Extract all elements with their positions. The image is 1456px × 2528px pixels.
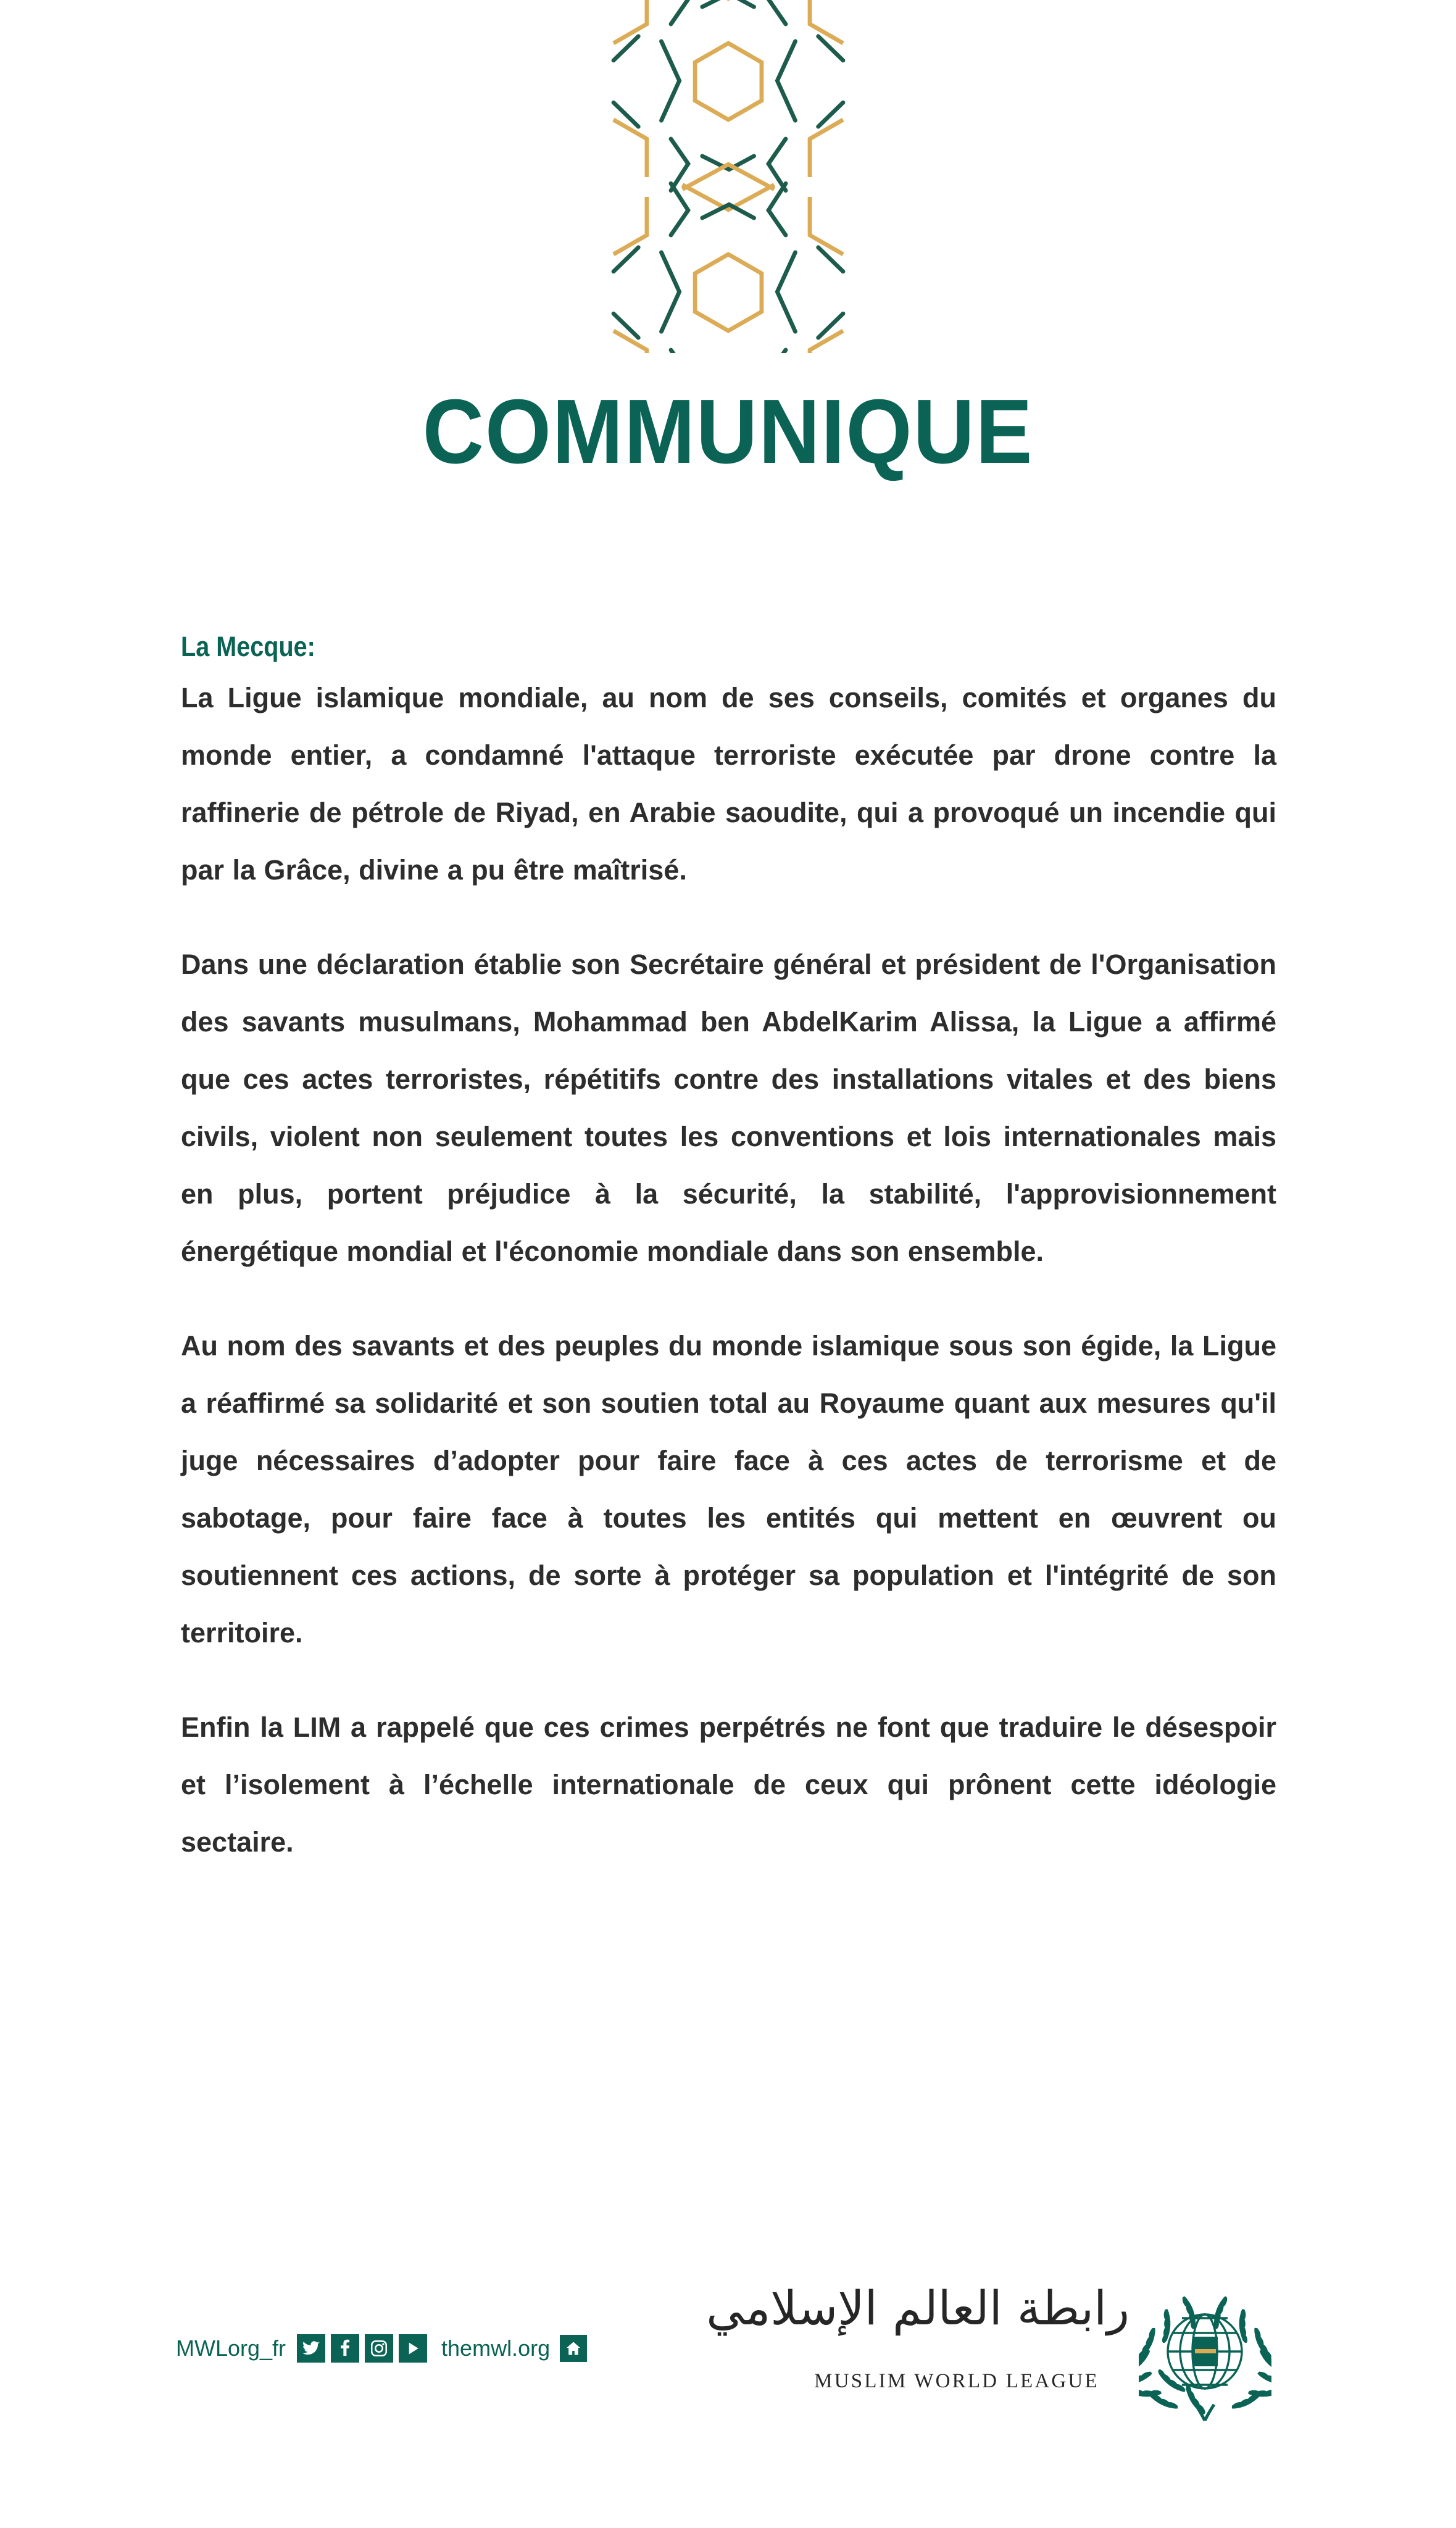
twitter-icon[interactable] [297, 2334, 325, 2363]
facebook-icon[interactable] [331, 2334, 359, 2363]
website-label: themwl.org [441, 2335, 551, 2361]
dateline: La Mecque: [181, 631, 315, 662]
home-icon[interactable] [560, 2335, 587, 2362]
paragraph-4: Enfin la LIM a rappelé que ces crimes perpétrés ne font que traduire le désespoir et l’isolement à l’échelle internationale de ceux qui prônent cette idéologie sectaire. [181, 1711, 1276, 1858]
mwl-logo [706, 2271, 1278, 2438]
facebook-glyph [336, 2339, 354, 2358]
paragraph-1: La Ligue islamique mondiale, au nom de ses conseils, comités et organes du monde entier, a condamné l'attaque terroriste exécutée par drone contre la raffinerie de pétrole de Riyad, en Arabie saoudite, qui a provoqué un incendie qui par la Grâce, divine a pu être maîtrisé. [181, 682, 1276, 886]
page-title: COMMUNIQUE [422, 381, 1034, 483]
logo-arabic-text: رابطة العالم الإسلامي [706, 2281, 1129, 2335]
globe-kaaba-wreath-emblem [1139, 2276, 1271, 2421]
islamic-geometric-pattern [0, 0, 1456, 370]
paragraph-2: Dans une déclaration établie son Secrétaire général et président de l'Organisation des savants musulmans, Mohammad ben AbdelKarim Alissa, la Ligue a affirmé que ces actes terroristes, répétitifs contre des installations vitales et des biens civils, violent non seulement toutes les conventions et lois internationales mais en plus, portent préjudice à la sécurité, la stabilité, l'approvisionnement énergétique mondial et l'économie mondiale dans son ensemble. [181, 949, 1276, 1267]
instagram-icon[interactable] [365, 2334, 393, 2363]
article-body [181, 633, 1276, 1871]
paragraph-3: Au nom des savants et des peuples du monde islamique sous son égide, la Ligue a réaffirmé sa solidarité et son soutien total au Royaume quant aux mesures qu'il juge nécessaires d’adopter pour faire face à ces actes de terrorisme et de sabotage, pour faire face à toutes les entités qui mettent en œuvrent ou soutiennent ces actions, de sorte à protéger sa population et l'intégrité de son territoire. [181, 1330, 1276, 1649]
twitter-glyph [302, 2339, 320, 2358]
youtube-icon[interactable] [399, 2334, 427, 2363]
footer-social-bar [176, 2334, 587, 2363]
instagram-glyph [370, 2339, 388, 2358]
home-glyph [565, 2340, 582, 2357]
play-triangle-glyph [404, 2339, 422, 2358]
logo-english-text: MUSLIM WORLD LEAGUE [814, 2370, 1099, 2392]
social-handle: MWLorg_fr [176, 2335, 286, 2361]
